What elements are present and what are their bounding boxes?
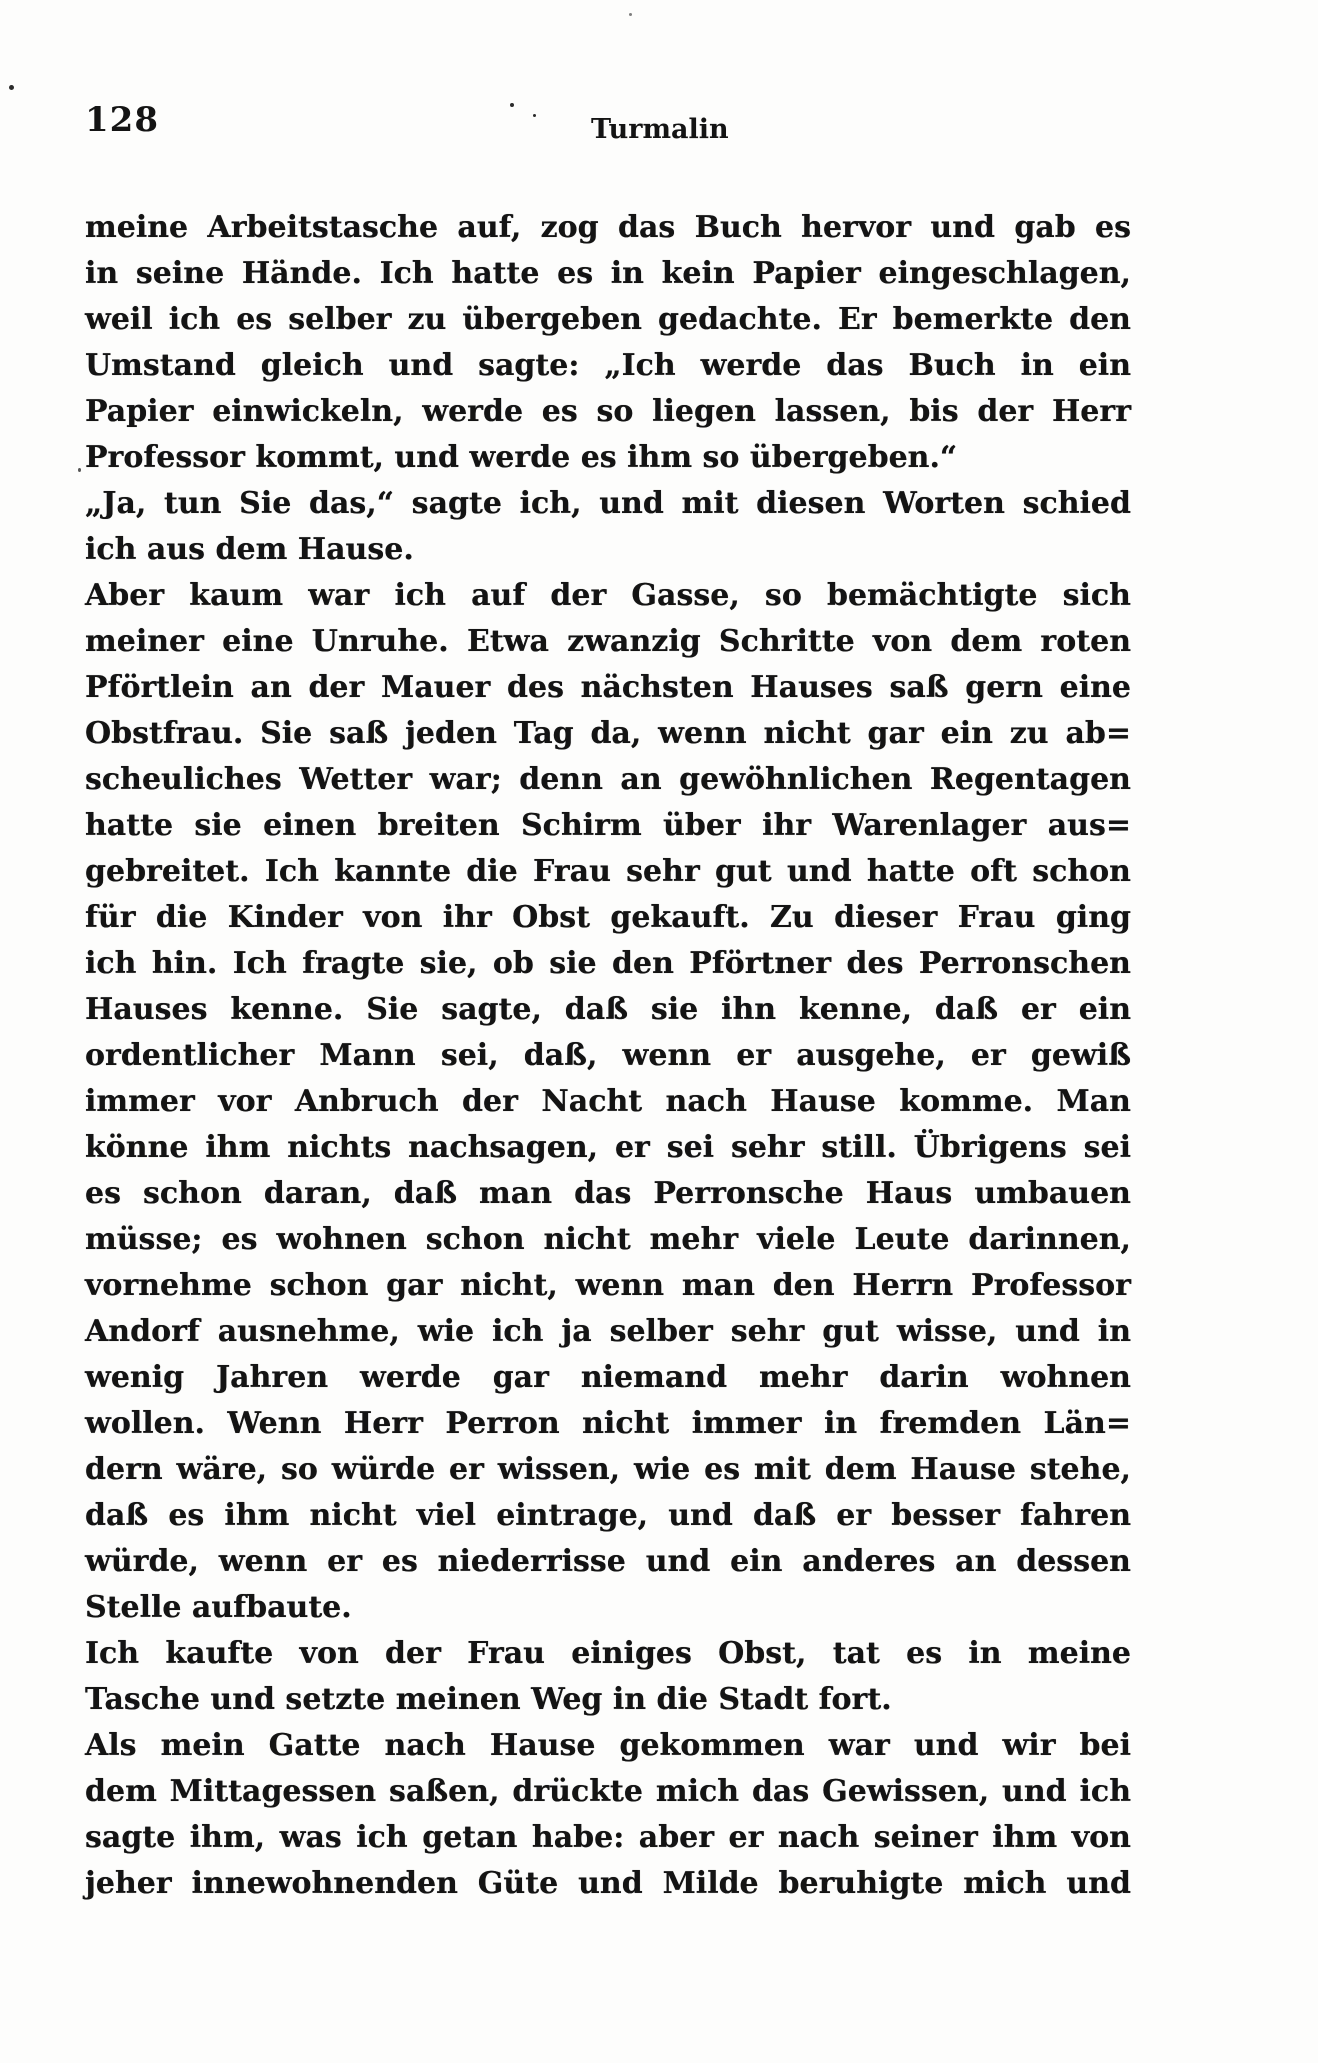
text-line: dern wäre, so würde er wissen, wie es mit dem Hause stehe, bbox=[85, 1452, 1131, 1487]
text-line: wenig Jahren werde gar niemand mehr darin wohnen bbox=[85, 1360, 1131, 1395]
text-line: Professor kommt, und werde es ihm so übergeben.“ bbox=[85, 440, 958, 475]
text-line: ich aus dem Hause. bbox=[85, 532, 414, 567]
text-line: Obstfrau. Sie saß jeden Tag da, wenn nicht gar ein zu ab= bbox=[85, 716, 1131, 751]
text-line: Als mein Gatte nach Hause gekommen war und wir bei bbox=[85, 1728, 1131, 1763]
scan-speck bbox=[9, 85, 14, 90]
text-line: es schon daran, daß man das Perronsche Haus umbauen bbox=[85, 1176, 1131, 1211]
text-line: könne ihm nichts nachsagen, er sei sehr still. Übrigens sei bbox=[85, 1130, 1131, 1165]
scan-speck bbox=[533, 114, 536, 117]
text-line: in seine Hände. Ich hatte es in kein Papier eingeschlagen, bbox=[85, 256, 1131, 291]
text-line: gebreitet. Ich kannte die Frau sehr gut und hatte oft schon bbox=[85, 854, 1131, 889]
text-line: „Ja, tun Sie das,“ sagte ich, und mit diesen Worten schied bbox=[85, 486, 1131, 521]
body-text bbox=[85, 205, 1131, 1907]
text-line: Papier einwickeln, werde es so liegen lassen, bis der Herr bbox=[85, 394, 1131, 429]
text-line: wollen. Wenn Herr Perron nicht immer in fremden Län= bbox=[85, 1406, 1131, 1441]
running-title: Turmalin bbox=[591, 114, 729, 145]
text-line: vornehme schon gar nicht, wenn man den Herrn Professor bbox=[85, 1268, 1131, 1303]
scan-speck bbox=[510, 103, 514, 107]
text-line: ordentlicher Mann sei, daß, wenn er ausgehe, er gewiß bbox=[85, 1038, 1131, 1073]
text-line: hatte sie einen breiten Schirm über ihr Warenlager aus= bbox=[85, 808, 1131, 843]
text-line: meine Arbeitstasche auf, zog das Buch hervor und gab es bbox=[85, 210, 1131, 245]
text-line: Ich kaufte von der Frau einiges Obst, tat es in meine bbox=[85, 1636, 1131, 1671]
text-line: sagte ihm, was ich getan habe: aber er nach seiner ihm von bbox=[85, 1820, 1131, 1855]
text-line: für die Kinder von ihr Obst gekauft. Zu dieser Frau ging bbox=[85, 900, 1131, 935]
text-line: dem Mittagessen saßen, drückte mich das Gewissen, und ich bbox=[85, 1774, 1131, 1809]
scan-speck bbox=[629, 13, 632, 16]
text-line: scheuliches Wetter war; denn an gewöhnlichen Regentagen bbox=[85, 762, 1131, 797]
text-line: meiner eine Unruhe. Etwa zwanzig Schritte von dem roten bbox=[85, 624, 1131, 659]
text-line: würde, wenn er es niederrisse und ein anderes an dessen bbox=[85, 1544, 1131, 1579]
text-line: daß es ihm nicht viel eintrage, und daß er besser fahren bbox=[85, 1498, 1131, 1533]
text-line: Stelle aufbaute. bbox=[85, 1590, 352, 1625]
text-line: Umstand gleich und sagte: „Ich werde das Buch in ein bbox=[85, 348, 1131, 383]
text-line: weil ich es selber zu übergeben gedachte. Er bemerkte den bbox=[85, 302, 1131, 337]
text-line: jeher innewohnenden Güte und Milde beruhigte mich und bbox=[85, 1866, 1131, 1901]
text-line: Tasche und setzte meinen Weg in die Stadt fort. bbox=[85, 1682, 892, 1717]
scan-speck bbox=[78, 468, 81, 472]
page-number: 128 bbox=[85, 100, 159, 140]
text-line: ich hin. Ich fragte sie, ob sie den Pförtner des Perronschen bbox=[85, 946, 1131, 981]
text-line: Aber kaum war ich auf der Gasse, so bemächtigte sich bbox=[85, 578, 1131, 613]
text-line: Andorf ausnehme, wie ich ja selber sehr gut wisse, und in bbox=[85, 1314, 1131, 1349]
text-line: müsse; es wohnen schon nicht mehr viele Leute darinnen, bbox=[85, 1222, 1131, 1257]
text-line: Hauses kenne. Sie sagte, daß sie ihn kenne, daß er ein bbox=[85, 992, 1131, 1027]
text-line: immer vor Anbruch der Nacht nach Hause komme. Man bbox=[85, 1084, 1131, 1119]
text-line: Pförtlein an der Mauer des nächsten Hauses saß gern eine bbox=[85, 670, 1131, 705]
